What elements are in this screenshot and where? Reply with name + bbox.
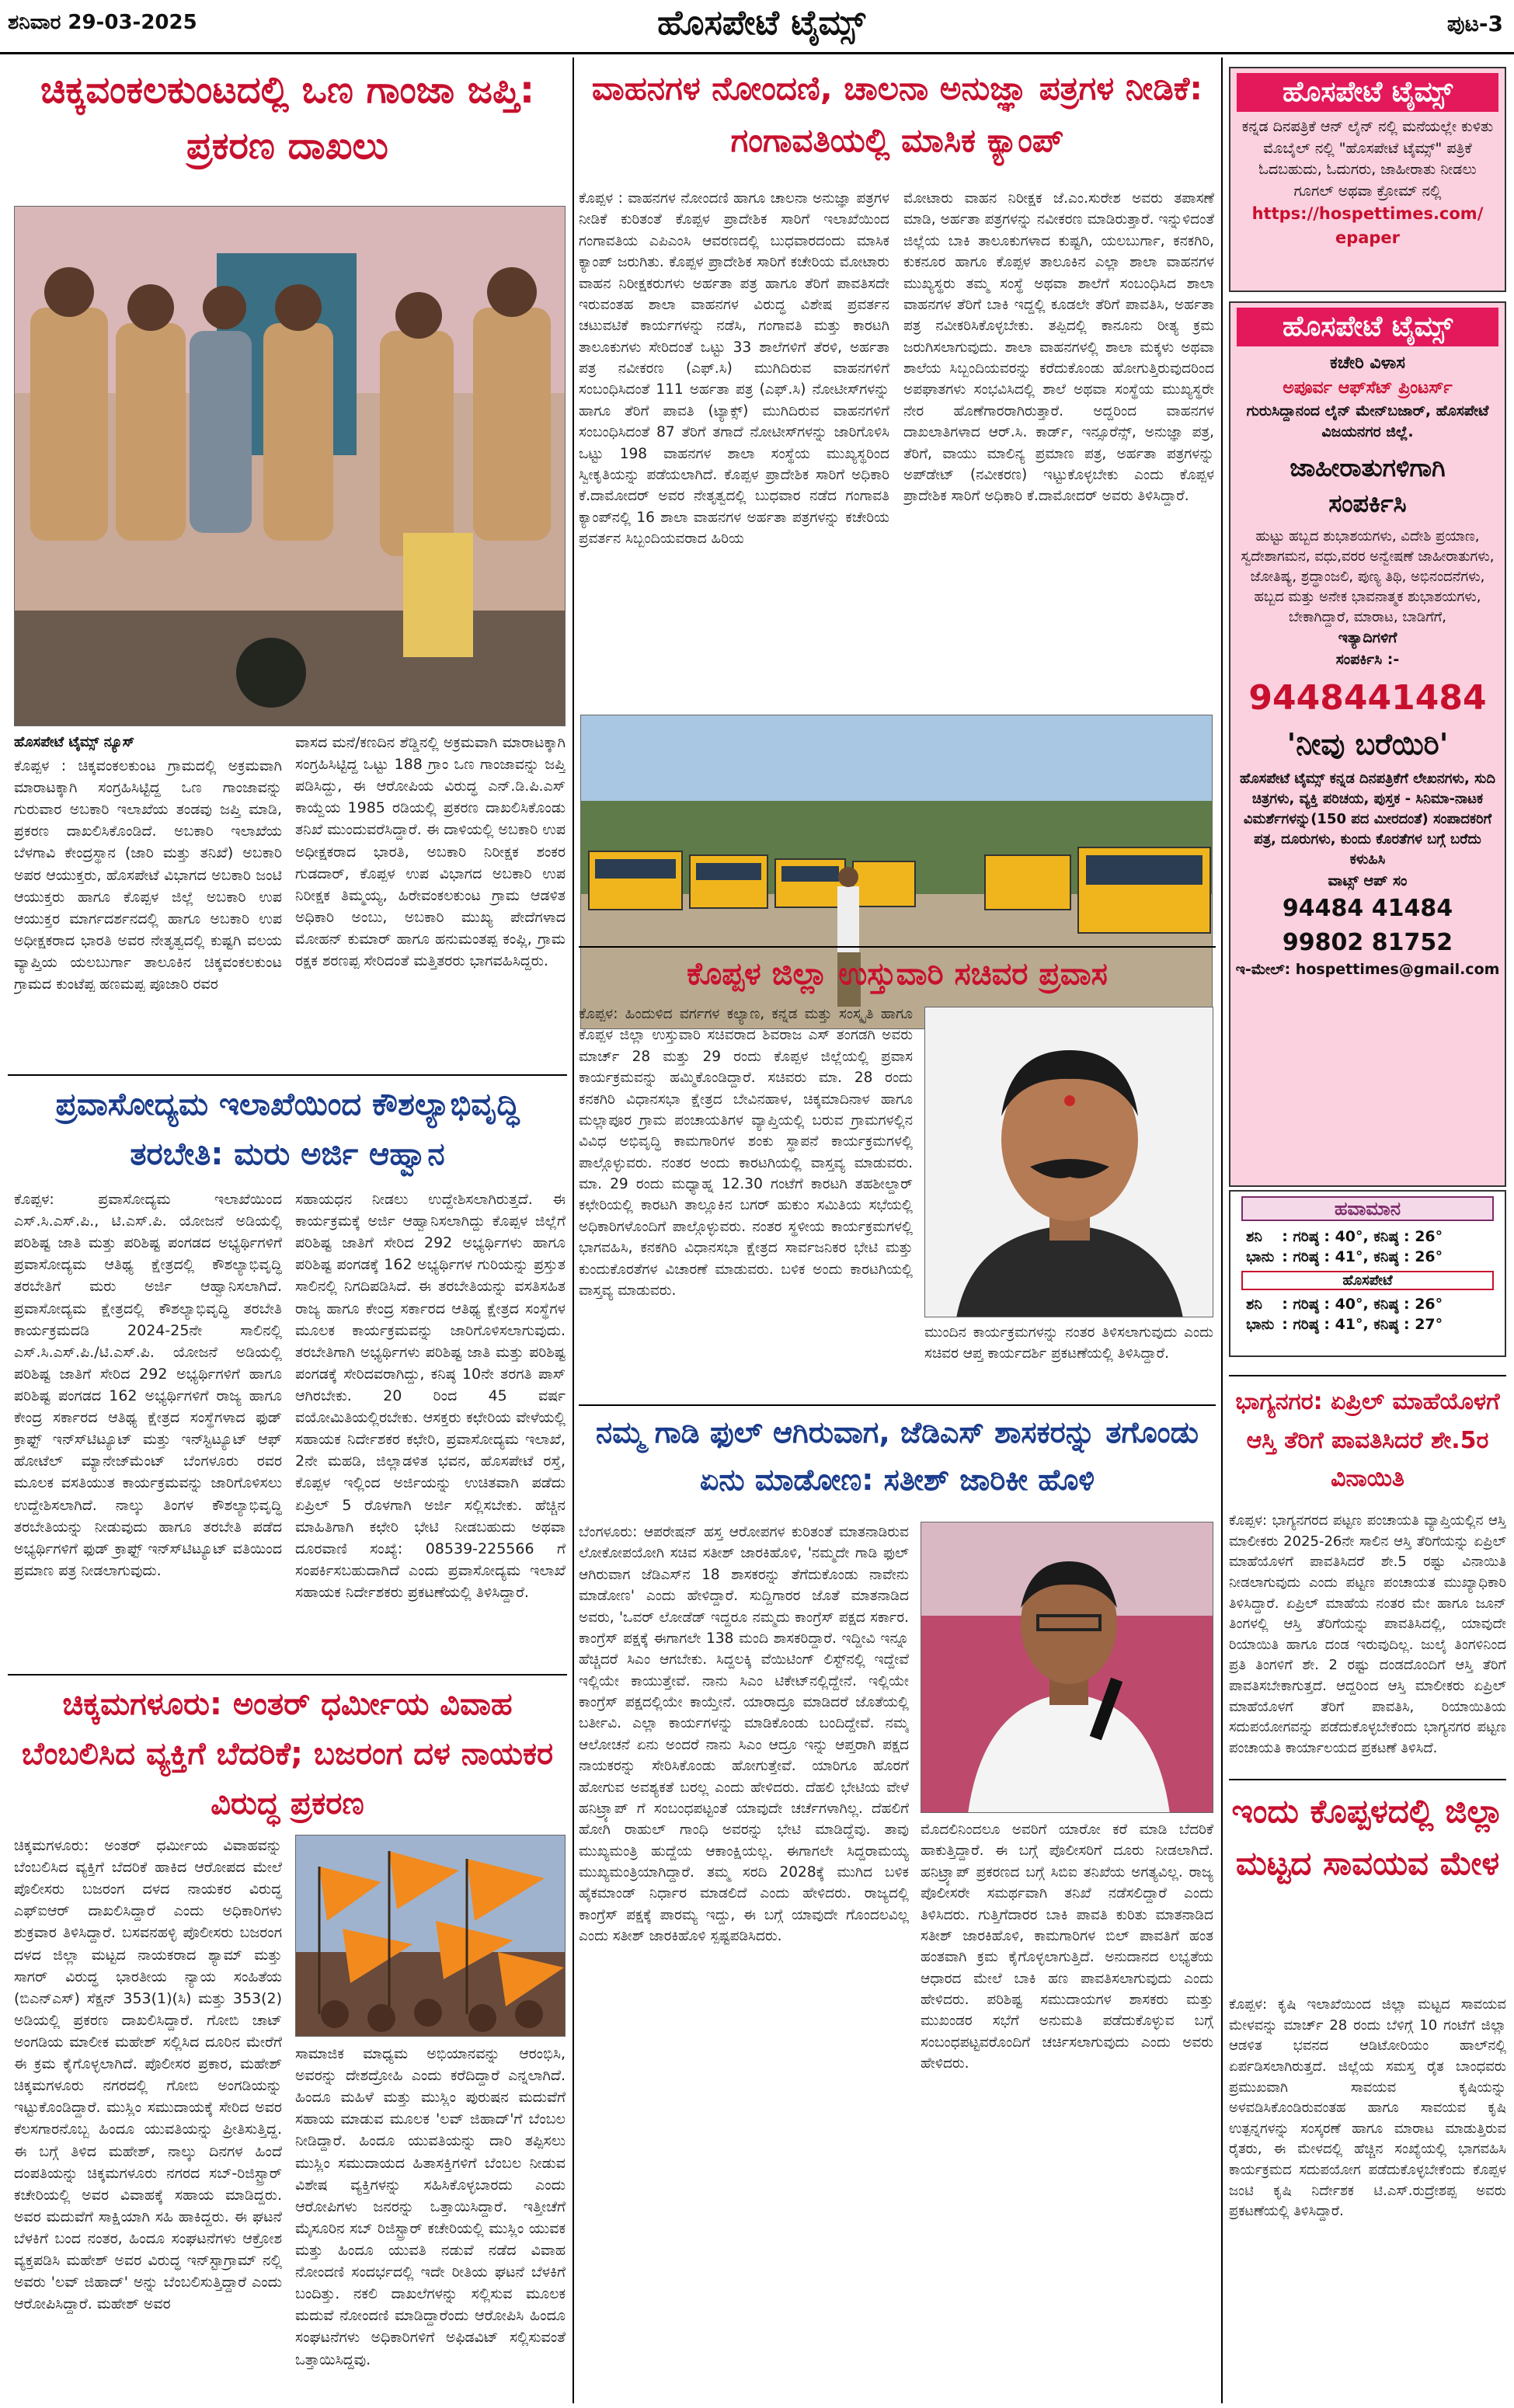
photo-saffron-flags: [295, 1835, 566, 2037]
article-body-right: ಮೊದಲಿನಿಂದಲೂ ಅವರಿಗೆ ಯಾರೋ ಕರೆ ಮಾಡಿ ಬೆದರಿಕೆ ಹಾಕುತ್ತಿದ್ದಾರೆ. ಈ ಬಗ್ಗೆ ಪೊಲೀಸರಿಗೆ ದೂರು ನೀಡಲಾಗಿದೆ. ಹನಿಟ್ರ್ಯಾಪ್ ಪ್ರಕರಣದ ಬಗ್ಗೆ ಸಿಬಿಐ ತನಿಖೆಯ ಅಗತ್ಯವಿಲ್ಲ. ರಾಜ್ಯ ಪೊಲೀಸರೇ ಸಮರ್ಥವಾಗಿ ತನಿಖೆ ನಡೆಸಲಿದ್ದಾರೆ ಎಂದು ತಿಳಿಸಿದರು. ಗುತ್ತಿಗೆದಾರರ ಬಾಕಿ ಪಾವತಿ ಕುರಿತು ಮಾತನಾಡಿದ ಸತೀಶ್ ಜಾರಕಿಹೊಳಿ, ಕಾಮಗಾರಿಗಳ ಬಿಲ್ ಪಾವತಿಗೆ ಹಂತ ಹಂತವಾಗಿ ಕ್ರಮ ಕೈಗೊಳ್ಳಲಾಗುತ್ತಿದೆ. ಅನುದಾನದ ಲಭ್ಯತೆಯ ಆಧಾರದ ಮೇಲೆ ಬಾಕಿ ಹಣ ಪಾವತಿಸಲಾಗುವುದು ಎಂದು ಹೇಳಿದರು. ಪರಿಶಿಷ್ಟ ಸಮುದಾಯಗಳ ಶಾಸಕರು ಮತ್ತು ಮುಖಂಡರ ಸಭೆಗೆ ಅನುಮತಿ ಪಡೆದುಕೊಳ್ಳುವ ಬಗ್ಗೆ ಸಂಬಂಧಪಟ್ಟವರೊಂದಿಗೆ ಚರ್ಚಿಸಲಾಗುವುದು ಎಂದು ಅವರು ಹೇಳಿದರು.: [921, 1822, 1213, 2072]
issue-date: ಶನಿವಾರ 29-03-2025: [8, 11, 197, 34]
headline: ಚಿಕ್ಕಮಗಳೂರು: ಅಂತರ್ ಧರ್ಮೀಯ ವಿವಾಹ ಬೆಂಬಲಿಸಿದ ವ್ಯಕ್ತಿಗೆ ಬೆದರಿಕೆ; ಬಜರಂಗ ದಳ ನಾಯಕರ ವಿರುದ್ಧ ಪ್ರಕರಣ: [21, 1686, 554, 1822]
byline: ಹೊಸಪೇಟೆ ಟೈಮ್ಸ್ ನ್ಯೂಸ್: [14, 734, 135, 750]
contact-heading: ಸಂಪರ್ಕಿಸಿ: [1328, 489, 1407, 519]
weather-table: ಶನಿ : ಗರಿಷ್ಠ : 40°, ಕನಿಷ್ಠ : 26° ಭಾನು : ಗರಿಷ್ಠ : 41°, ಕನಿಷ್ಠ : 26°: [1246, 1228, 1443, 1265]
headline: ಇಂದು ಕೊಪ್ಪಳದಲ್ಲಿ ಜಿಲ್ಲಾ ಮಟ್ಟದ ಸಾವಯವ ಮೇಳ: [1231, 1792, 1504, 1883]
photo-minister: [924, 1007, 1213, 1317]
weather-box: [1229, 1190, 1506, 1357]
ads-heading: ಜಾಹೀರಾತುಗಳಿಗಾಗಿ: [1290, 452, 1446, 482]
article-organic-fair: [1229, 1785, 1506, 2403]
column-divider: [1221, 57, 1223, 2403]
divider: [1229, 1375, 1506, 1376]
office-label: ಕಚೇರಿ ವಿಳಾಸ: [1329, 353, 1405, 373]
ad-text: ಕನ್ನಡ ದಿನಪತ್ರಿಕೆ ಆನ್ ಲೈನ್ ನಲ್ಲಿ ಮನೆಯಲ್ಲೇ ಕುಳಿತು ಮೊಬೈಲ್ ನಲ್ಲಿ "ಹೊಸಪೇಟೆ ಟೈಮ್ಸ್" ಪತ್ರಿಕೆ ಓದಬಹುದು, ಓದುಗರು, ಜಾಹೀರಾತು ನೀಡಲು ಗೂಗಲ್ ಅಥವಾ ಕ್ರೋಮ್ ನಲ್ಲಿ: [1241, 118, 1494, 200]
article-body-right: ಮೋಟಾರು ವಾಹನ ನಿರೀಕ್ಷಕ ಜೆ.ಎಂ.ಸುರೇಶ ಅವರು ತಪಾಸಣೆ ಮಾಡಿ, ಅರ್ಹತಾ ಪತ್ರಗಳನ್ನು ನವೀಕರಣ ಮಾಡಿರುತ್ತಾರೆ. ಇನ್ನುಳಿದಂತೆ ಜಿಲ್ಲೆಯ ಬಾಕಿ ತಾಲೂಕುಗಳಾದ ಕುಷ್ಟಗಿ, ಯಲಬುರ್ಗಾ, ಕನಕಗಿರಿ, ಕುಕನೂರ ಹಾಗೂ ಕೊಪ್ಪಳ ತಾಲೂಕಿನ ಎಲ್ಲಾ ಶಾಲಾ ವಾಹನಗಳ ಮುಖ್ಯಸ್ಥರು ತಮ್ಮ ಸಂಸ್ಥೆ ಅಥವಾ ಶಾಲೆಗೆ ಸಂಬಂಧಿಸಿದ ಶಾಲಾ ವಾಹನಗಳ ತೆರಿಗೆ ಬಾಕಿ ಇದ್ದಲ್ಲಿ ಕೂಡಲೇ ತೆರಿಗೆ ಪಾವತಿಸಿ, ಅರ್ಹತಾ ಪತ್ರ ನವೀಕರಿಸಿಕೊಳ್ಳಬೇಕು. ತಪ್ಪಿದಲ್ಲಿ ಕಾನೂನು ರೀತ್ಯ ಕ್ರಮ ಜರುಗಿಸಲಾಗುವುದು. ಶಾಲಾ ವಾಹನಗಳಲ್ಲಿ ಶಾಲಾ ಮಕ್ಕಳು ಅಥವಾ ಶಾಲೆಯ ಸಿಬ್ಬಂದಿಯವರನ್ನು ಕರೆದುಕೊಂಡು ಹೋಗುತ್ತಿರುವುದರಿಂದ ಅಪಘಾತಗಳು ಸಂಭವಿಸಿದಲ್ಲಿ ಶಾಲೆ ಅಥವಾ ಸಂಸ್ಥೆಯ ಮುಖ್ಯಸ್ಥರೇ ನೇರ ಹೊಣೆಗಾರರಾಗಿರುತ್ತಾರೆ. ಅದ್ದರಿಂದ ವಾಹನಗಳ ದಾಖಲಾತಿಗಳಾದ ಆರ್.ಸಿ. ಕಾರ್ಡ್, ಇನ್ಸೂರೆನ್ಸ್, ಅನುಜ್ಞಾ ಪತ್ರ, ತೆರಿಗೆ, ವಾಯು ಮಾಲಿನ್ಯ ಪ್ರಮಾಣ ಪತ್ರ, ಅರ್ಹತಾ ಪತ್ರಗಳನ್ನು ಅಪ್‍ಡೇಟ್ (ನವೀಕರಣ) ಇಟ್ಟುಕೊಳ್ಳಬೇಕು ಎಂದು ಕೊಪ್ಪಳ ಪ್ರಾದೇಶಿಕ ಸಾರಿಗೆ ಅಧಿಕಾರಿ ಕೆ.ದಾಮೋದರ್ ಅವರು ತಿಳಿಸಿದ್ದಾರೆ.: [903, 190, 1214, 505]
article-tail: ಮುಂದಿನ ಕಾರ್ಯಕ್ರಮಗಳನ್ನು ನಂತರ ತಿಳಿಸಲಾಗುವುದು ಎಂದು ಸಚಿವರ ಆಪ್ತ ಕಾರ್ಯದರ್ಶಿ ಪ್ರಕಟಣೆಯಲ್ಲಿ ತಿಳಿಸಿದ್ದಾರೆ.: [924, 1324, 1213, 1362]
photo-officers: [14, 206, 566, 726]
phone-2[interactable]: 99802 81752: [1282, 928, 1453, 956]
printer-name: ಅಪೂರ್ವ ಆಫ್‌ಸೆಟ್ ಪ್ರಿಂಟರ್ಸ್: [1283, 378, 1453, 398]
masthead: [0, 0, 1514, 54]
divider: [8, 1674, 567, 1676]
ad-online-epaper: [1229, 67, 1506, 292]
ad-categories: ಹುಟ್ಟು ಹಬ್ಬದ ಶುಭಾಶಯಗಳು, ವಿದೇಶಿ ಪ್ರಯಾಣ, ಸ್ವದೇಶಾಗಮನ, ವಧು,ವರರ ಅನ್ವೇಷಣೆ ಜಾಹೀರಾತುಗಳು, ಜೋತಿಷ್ಯ, ಶ್ರದ್ಧಾಂಜಲಿ, ಪುಣ್ಯ ತಿಥಿ, ಅಭಿನಂದನೆಗಳು, ಹಬ್ಬದ ಮತ್ತು ಅನೇಕ ಭಾವನಾತ್ಮಕ ಶುಭಾಶಯಗಳು, ಬೇಕಾಗಿದ್ದಾರೆ, ಮಾರಾಟ, ಬಾಡಿಗೆಗೆ,: [1241, 527, 1495, 626]
newspaper-title: ಹೊಸಪೇಟೆ ಟೈಮ್ಸ್: [657, 3, 865, 43]
ad-contact-label: ಸಂಪರ್ಕಿಸಿ :-: [1335, 650, 1400, 668]
article-property-tax: [1229, 1383, 1506, 1771]
slogan: 'ನೀವು ಬರೆಯಿರಿ': [1286, 727, 1449, 762]
weather-table-city: ಶನಿ : ಗರಿಷ್ಠ : 40°, ಕನಿಷ್ಠ : 26° ಭಾನು : ಗರಿಷ್ಠ : 41°, ಕನಿಷ್ಠ : 27°: [1246, 1296, 1443, 1333]
phone-number-large[interactable]: 9448441484: [1248, 678, 1487, 719]
ad-title: ಹೊಸಪೇಟೆ ಟೈಮ್ಸ್: [1237, 73, 1498, 112]
headline: ಭಾಗ್ಯನಗರ: ಏಪ್ರಿಲ್ ಮಾಹೆಯೊಳಗೆ ಆಸ್ತಿ ತೆರಿಗೆ ಪಾವತಿಸಿದರೆ ಶೇ.5ರ ವಿನಾಯಿತಿ: [1235, 1388, 1500, 1492]
headline: ಚಿಕ್ಕವಂಕಲಕುಂಟದಲ್ಲಿ ಒಣ ಗಾಂಜಾ ಜಪ್ತಿ: ಪ್ರಕರಣ ದಾಖಲು: [40, 68, 535, 168]
headline: ವಾಹನಗಳ ನೋಂದಣಿ, ಚಾಲನಾ ಅನುಜ್ಞಾ ಪತ್ರಗಳ ನೀಡಿಕೆ: ಗಂಗಾವತಿಯಲ್ಲಿ ಮಾಸಿಕ ಕ್ಯಾಂಪ್: [591, 69, 1203, 160]
article-body-left: ಚಿಕ್ಕಮಗಳೂರು: ಅಂತರ್ ಧರ್ಮೀಯ ವಿವಾಹವನ್ನು ಬೆಂಬಲಿಸಿದ ವ್ಯಕ್ತಿಗೆ ಬೆದರಿಕೆ ಹಾಕಿದ ಆರೋಪದ ಮೇಲೆ ಪೊಲೀಸರು ಬಜರಂಗ ದಳದ ನಾಯಕರ ವಿರುದ್ಧ ಎಫ್‌ಐಆರ್ ದಾಖಲಿಸಿದ್ದಾರೆ ಎಂದು ಅಧಿಕಾರಿಗಳು ಶುಕ್ರವಾರ ತಿಳಿಸಿದ್ದಾರೆ. ಬಸವನಹಳ್ಳಿ ಪೊಲೀಸರು ಬಜರಂಗ ದಳದ ಜಿಲ್ಲಾ ಮಟ್ಟದ ನಾಯಕರಾದ ಶ್ಯಾಮ್ ಮತ್ತು ಸಾಗರ್ ವಿರುದ್ಧ ಭಾರತೀಯ ನ್ಯಾಯ ಸಂಹಿತೆಯ (ಬಿಎನ್‌ಎಸ್) ಸೆಕ್ಷನ್ 353(1)(ಸಿ) ಮತ್ತು 353(2) ಅಡಿಯಲ್ಲಿ ಪ್ರಕರಣ ದಾಖಲಿಸಿದ್ದಾರೆ. ಗೋಬಿ ಚಾಟ್ ಅಂಗಡಿಯ ಮಾಲೀಕ ಮಹೇಶ್ ಸಲ್ಲಿಸಿದ ದೂರಿನ ಮೇರೆಗೆ ಈ ಕ್ರಮ ಕೈಗೊಳ್ಳಲಾಗಿದೆ. ಪೊಲೀಸರ ಪ್ರಕಾರ, ಮಹೇಶ್ ಚಿಕ್ಕಮಗಳೂರು ನಗರದಲ್ಲಿ ಗೋಬಿ ಅಂಗಡಿಯನ್ನು ಇಟ್ಟುಕೊಂಡಿದ್ದಾರೆ. ಮುಸ್ಲಿಂ ಸಮುದಾಯಕ್ಕೆ ಸೇರಿದ ಅವರ ಕೆಲಸಗಾರನೊಬ್ಬ ಹಿಂದೂ ಯುವತಿಯನ್ನು ಪ್ರೀತಿಸುತ್ತಿದ್ದ. ಈ ಬಗ್ಗೆ ತಿಳಿದ ಮಹೇಶ್, ನಾಲ್ಕು ದಿನಗಳ ಹಿಂದೆ ದಂಪತಿಯನ್ನು ಚಿಕ್ಕಮಗಳೂರು ನಗರದ ಸಬ್-ರಿಜಿಸ್ಟ್ರಾರ್ ಕಚೇರಿಯಲ್ಲಿ ಅವರ ವಿವಾಹಕ್ಕೆ ಸಹಾಯ ಮಾಡಿದ್ದರು. ಅವರ ಮದುವೆಗೆ ಸಾಕ್ಷಿಯಾಗಿ ಸಹಿ ಹಾಕಿದ್ದರು. ಈ ಘಟನೆ ಬೆಳಕಿಗೆ ಬಂದ ನಂತರ, ಹಿಂದೂ ಸಂಘಟನೆಗಳು ಆಕ್ರೋಶ ವ್ಯಕ್ತಪಡಿಸಿ ಮಹೇಶ್ ಅವರ ವಿರುದ್ಧ ಇನ್‌ಸ್ಟಾಗ್ರಾಮ್ ನಲ್ಲಿ ಅವರು 'ಲವ್ ಜಿಹಾದ್' ಅನ್ನು ಬೆಂಬಲಿಸುತ್ತಿದ್ದಾರೆ ಎಂದು ಆರೋಪಿಸಿದ್ದಾರೆ. ಮಹೇಶ್ ಅವರ: [14, 1837, 282, 2313]
weather-city: ಹೊಸಪೇಟೆ: [1241, 1271, 1494, 1290]
divider: [8, 1074, 567, 1076]
ad-more: ಇತ್ಯಾದಿಗಳಿಗೆ: [1338, 629, 1397, 647]
ad-title: ಹೊಸಪೇಟೆ ಟೈಮ್ಸ್: [1237, 308, 1498, 346]
epaper-link[interactable]: epaper: [1335, 228, 1401, 247]
article-body-left: ಕೊಪ್ಪಳ : ಚಿಕ್ಕವಂಕಲಕುಂಟ ಗ್ರಾಮದಲ್ಲಿ ಅಕ್ರಮವಾಗಿ ಮಾರಾಟಕ್ಕಾಗಿ ಸಂಗ್ರಹಿಸಿಟ್ಟಿದ್ದ ಒಣ ಗಾಂಜಾವನ್ನು ಗುರುವಾರ ಅಬಕಾರಿ ಇಲಾಖೆಯ ತಂಡವು ಜಪ್ತಿ ಮಾಡಿ, ಪ್ರಕರಣ ದಾಖಲಿಸಿಕೊಂಡಿದೆ. ಅಬಕಾರಿ ಇಲಾಖೆಯ ಬೆಳಗಾವಿ ಕೇಂದ್ರಸ್ಥಾನ (ಜಾರಿ ಮತ್ತು ತನಿಖೆ) ಅಬಕಾರಿ ಅಪರ ಆಯುಕ್ತರು, ಹೊಸಪೇಟೆ ವಿಭಾಗದ ಅಬಕಾರಿ ಜಂಟಿ ಆಯುಕ್ತರು ಹಾಗೂ ಕೊಪ್ಪಳ ಜಿಲ್ಲೆ ಅಬಕಾರಿ ಉಪ ಆಯುಕ್ತರ ಮಾರ್ಗದರ್ಶನದಲ್ಲಿ ಹಾಗೂ ಅಬಕಾರಿ ಉಪ ಅಧೀಕ್ಷಕರಾದ ಭಾರತಿ ಅವರ ನೇತೃತ್ವದಲ್ಲಿ ಕುಷ್ಟಗಿ ವಲಯ ವ್ಯಾಪ್ತಿಯ ಯಲಬುರ್ಗಾ ತಾಲೂಕಿನ ಚಿಕ್ಕವಂಕಲಕುಂಟ ಗ್ರಾಮದ ಕುಂಟೆಪ್ಪ ಹಣಮಪ್ಪ ಪೂಜಾರಿ ರವರ: [14, 757, 282, 993]
article-vehicle-camp: [579, 62, 1216, 932]
article-body-right: ಸಾಮಾಜಿಕ ಮಾಧ್ಯಮ ಅಭಿಯಾನವನ್ನು ಆರಂಭಿಸಿ, ಅವರನ್ನು ದೇಶದ್ರೋಹಿ ಎಂದು ಕರೆದಿದ್ದಾರೆ ಎನ್ನಲಾಗಿದೆ. ಹಿಂದೂ ಮಹಿಳೆ ಮತ್ತು ಮುಸ್ಲಿಂ ಪುರುಷನ ಮದುವೆಗೆ ಸಹಾಯ ಮಾಡುವ ಮೂಲಕ 'ಲವ್ ಜಿಹಾದ್'ಗೆ ಬೆಂಬಲ ನೀಡಿದ್ದಾರೆ. ಹಿಂದೂ ಯುವತಿಯನ್ನು ದಾರಿ ತಪ್ಪಿಸಲು ಮುಸ್ಲಿಂ ಸಮುದಾಯದ ಹಿತಾಸಕ್ತಿಗಳಿಗೆ ಬೆಂಬಲ ನೀಡುವ ವಿಶೇಷ ವ್ಯಕ್ತಿಗಳನ್ನು ಸಹಿಸಿಕೊಳ್ಳಬಾರದು ಎಂದು ಆರೋಪಿಗಳು ಜನರನ್ನು ಒತ್ತಾಯಿಸಿದ್ದಾರೆ. ಇತ್ತೀಚೆಗೆ ಮೈಸೂರಿನ ಸಬ್ ರಿಜಿಸ್ಟ್ರಾರ್ ಕಚೇರಿಯಲ್ಲಿ ಮುಸ್ಲಿಂ ಯುವಕ ಮತ್ತು ಹಿಂದೂ ಯುವತಿ ನಡುವೆ ನಡೆದ ವಿವಾಹ ನೋಂದಣಿ ಸಂದರ್ಭದಲ್ಲಿ ಇದೇ ರೀತಿಯ ಘಟನೆ ಬೆಳಕಿಗೆ ಬಂದಿತ್ತು. ನಕಲಿ ದಾಖಲೆಗಳನ್ನು ಸಲ್ಲಿಸುವ ಮೂಲಕ ಮದುವೆ ನೋಂದಣಿ ಮಾಡಿದ್ದಾರೆಂದು ಆರೋಪಿಸಿ ಹಿಂದೂ ಸಂಘಟನೆಗಳು ಅಧಿಕಾರಿಗಳಿಗೆ ಅಫಿಡವಿಟ್ ಸಲ್ಲಿಸುವಂತೆ ಒತ್ತಾಯಿಸಿದ್ದವು.: [295, 2045, 566, 2368]
ad-office-contact: [1229, 301, 1506, 1187]
headline: ನಮ್ಮ ಗಾಡಿ ಫುಲ್ ಆಗಿರುವಾಗ, ಜೆಡಿಎಸ್ ಶಾಸಕರನ್ನು ತಗೊಂಡು ಏನು ಮಾಡೋಣ: ಸತೀಶ್ ಜಾರಿಕೀ ಹೊಳಿ: [596, 1415, 1199, 1497]
article-satish-jarkiholi: [579, 1409, 1216, 2403]
invitation-text: ಹೊಸಪೇಟೆ ಟೈಮ್ಸ್ ಕನ್ನಡ ದಿನಪತ್ರಿಕೆಗೆ ಲೇಖನಗಳು, ಸುದಿ ಚಿತ್ರಗಳು, ವ್ಯಕ್ತಿ ಪರಿಚಯ, ಪುಸ್ತಕ - ಸಿನಿಮಾ-ನಾಟಕ ವಿಮರ್ಶೆಗಳನ್ನು(150 ಪದ ಮೀರದಂತೆ) ಸಂಪಾದಕರಿಗೆ ಪತ್ರ, ದೂರುಗಳು, ಕುಂದು ಕೊರತೆಗಳ ಬಗ್ಗೆ ಬರೆದು ಕಳುಹಿಸಿ: [1240, 771, 1495, 868]
phone-1[interactable]: 94484 41484: [1282, 895, 1453, 923]
article-body-right: ವಾಸದ ಮನೆ/ಕಣದಿನ ಶೆಡ್ಡಿನಲ್ಲಿ ಅಕ್ರಮವಾಗಿ ಮಾರಾಟಕ್ಕಾಗಿ ಸಂಗ್ರಹಿಸಿಟ್ಟಿದ್ದ ಒಟ್ಟು 188 ಗ್ರಾಂ ಒಣ ಗಾಂಜಾವನ್ನು ಜಪ್ತಿ ಪಡಿಸಿದ್ದು, ಈ ಆರೋಪಿಯ ವಿರುದ್ಧ ಎನ್.ಡಿ.ಪಿ.ಎಸ್ ಕಾಯ್ದೆಯ 1985 ರಡಿಯಲ್ಲಿ ಪ್ರಕರಣ ದಾಖಲಿಸಿಕೊಂಡು ತನಿಖೆ ಮುಂದುವರೆಸಿದ್ದಾರೆ. ಈ ದಾಳಿಯಲ್ಲಿ ಅಬಕಾರಿ ಉಪ ಅಧೀಕ್ಷಕರಾದ ಭಾರತಿ, ಅಬಕಾರಿ ನಿರೀಕ್ಷಕ ಶಂಕರ ಗುಡದಾರ್, ಕೊಪ್ಪಳ ಉಪ ವಿಭಾಗದ ಅಬಕಾರಿ ಉಪ ನಿರೀಕ್ಷಕ ತಿಮ್ಮಯ್ಯ, ಹಿರೇವಂಕಲಕುಂಟ ಗ್ರಾಮ ಆಡಳಿತ ಅಧಿಕಾರಿ ಅಂಬು, ಅಬಕಾರಿ ಮುಖ್ಯ ಪೇದೆಗಳಾದ ಮೋಹನ್ ಕುಮಾರ್ ಹಾಗೂ ಹನುಮಂತಪ್ಪ ಕಂಪ್ಲಿ, ಗ್ರಾಮ ರಕ್ಷಕ ಶರಣಪ್ಪ ಸೇರಿದಂತೆ ಮತ್ತಿತರರು ಭಾಗವಹಿಸಿದ್ದರು.: [295, 734, 566, 970]
divider: [579, 1404, 1216, 1406]
headline: ಕೊಪ್ಪಳ ಜಿಲ್ಲಾ ಉಸ್ತುವಾರಿ ಸಚಿವರ ಪ್ರವಾಸ: [687, 956, 1108, 992]
divider: [1229, 1779, 1506, 1780]
photo-satish-jarkiholi: [921, 1522, 1213, 1813]
weather-title: ಹವಾಮಾನ: [1241, 1196, 1494, 1221]
article-ganja-seizure: [8, 62, 567, 1072]
article-body: ಕೊಪ್ಪಳ: ಭಾಗ್ಯನಗರದ ಪಟ್ಟಣ ಪಂಚಾಯತಿ ವ್ಯಾಪ್ತಿಯಲ್ಲಿನ ಆಸ್ತಿ ಮಾಲೀಕರು 2025-26ನೇ ಸಾಲಿನ ಆಸ್ತಿ ತೆರಿಗೆಯನ್ನು ಏಪ್ರಿಲ್ ಮಾಹೆಯೊಳಗೆ ಪಾವತಿಸಿದರೆ ಶೇ.5 ರಷ್ಟು ವಿನಾಯಿತಿ ನೀಡಲಾಗುವುದು ಎಂದು ಪಟ್ಟಣ ಪಂಚಾಯತ ಮುಖ್ಯಾಧಿಕಾರಿ ತಿಳಿಸಿದ್ದಾರೆ. ಏಪ್ರಿಲ್ ಮಾಹೆಯ ನಂತರ ಮೇ ಹಾಗೂ ಜೂನ್ ತಿಂಗಳಲ್ಲಿ ಆಸ್ತಿ ತೆರಿಗೆಯನ್ನು ಪಾವತಿಸಿದಲ್ಲಿ, ಯಾವುದೇ ರಿಯಾಯಿತಿ ಹಾಗೂ ದಂಡ ಇರುವುದಿಲ್ಲ. ಜುಲೈ ತಿಂಗಳಿನಿಂದ ಪ್ರತಿ ತಿಂಗಳಿಗೆ ಶೇ. 2 ರಷ್ಟು ದಂಡದೊಂದಿಗೆ ಆಸ್ತಿ ತೆರಿಗೆ ಪಾವತಿಸಬೇಕಾಗುತ್ತದೆ. ಆದ್ದರಿಂದ ಆಸ್ತಿ ಮಾಲೀಕರು ಏಪ್ರಿಲ್ ಮಾಹೆಯೊಳಗೆ ತೆರಿಗೆ ಪಾವತಿಸಿ, ರಿಯಾಯಿತಿಯ ಸದುಪಯೋಗವನ್ನು ಪಡೆದುಕೊಳ್ಳಬೇಕೆಂದು ಭಾಗ್ಯನಗರ ಪಟ್ಟಣ ಪಂಚಾಯತಿ ಕಾರ್ಯಾಲಯದ ಪ್ರಕಟಣೆ ತಿಳಿಸಿದೆ.: [1229, 1512, 1506, 1756]
email[interactable]: ಇ-ಮೇಲ್: hospettimes@gmail.com: [1235, 961, 1500, 979]
headline: ಪ್ರವಾಸೋದ್ಯಮ ಇಲಾಖೆಯಿಂದ ಕೌಶಲ್ಯಾಭಿವೃದ್ಧಿ ತರಬೇತಿ: ಮರು ಅರ್ಜಿ ಆಹ್ವಾನ: [55, 1087, 520, 1172]
website-link[interactable]: https://hospettimes.com/: [1251, 204, 1484, 224]
article-body: ಬೆಂಗಳೂರು: ಆಪರೇಷನ್ ಹಸ್ತ ಆರೋಪಗಳ ಕುರಿತಂತೆ ಮಾತನಾಡಿರುವ ಲೋಕೋಪಯೋಗಿ ಸಚಿವ ಸತೀಶ್ ಜಾರಕಿಹೊಳಿ, 'ನಮ್ಮದೇ ಗಾಡಿ ಫುಲ್ ಆಗಿರುವಾಗ ಜೆಡಿಎಸ್‌ನ 18 ಶಾಸಕರನ್ನು ತೆಗೆದುಕೊಂಡು ನಾವೇನು ಮಾಡೋಣ' ಎಂದು ಹೇಳಿದ್ದಾರೆ. ಸುದ್ದಿಗಾರರ ಜೊತೆ ಮಾತನಾಡಿದ ಅವರು, 'ಒವರ್ ಲೋಡೆಡ್ ಇದ್ದರೂ ನಮ್ಮದು ಕಾಂಗ್ರೆಸ್ ಪಕ್ಷದ ಸರ್ಕಾರ. ಕಾಂಗ್ರೆಸ್ ಪಕ್ಷಕ್ಕೆ ಈಗಾಗಲೇ 138 ಮಂದಿ ಶಾಸಕರಿದ್ದಾರೆ. ಇದ್ದೀವಿ ಇನ್ನೂ ಹೆಚ್ಚಿದರೆ ಸಿಎಂ ಆಗಬೇಕು. ಸಿದ್ದಲಕ್ಕಿ ವೆಯಿಟಿಂಗ್ ಲಿಸ್ಟ್‌ನಲ್ಲಿ ಇದ್ದೇವೆ ಇಲ್ಲಿಯೇ ಕಾಯುತ್ತೇವೆ. ನಾನು ಸಿಎಂ ಟಿಕೇಟ್‌ನಲ್ಲಿದ್ದೇನೆ. ಇಲ್ಲಿಯೇ ಕಾಂಗ್ರೆಸ್ ಪಕ್ಷದಲ್ಲಿಯೇ ಕಾಯ್ತೇನೆ. ಯಾರಾದ್ರೂ ಮಾಡಿದರೆ ಜೊತೆಯಲ್ಲಿ ಬರ್ತೀವಿ. ಎಲ್ಲಾ ಕಾರ್ಯಗಳನ್ನು ಮಾಡಿಕೊಂಡು ಬಂದಿದ್ದೇವೆ. ನಮ್ಮ ಆಲೋಚನೆ ಏನು ಅಂದರೆ ನಾನು ಸಿಎಂ ಆದ್ರೂ ಇನ್ನು ಆಪ್ತರಾಗಿ ಪಕ್ಷದ ನಾಯಕರನ್ನು ಸೇರಿಸಿಕೊಂಡು ಹೋಗುತ್ತೇವೆ. ಯಾರಿಗೂ ಹೊರಗೆ ಹೋಗುವ ಅವಶ್ಯಕತೆ ಬರಲ್ಲ ಎಂದು ಹೇಳಿದರು. ದೆಹಲಿ ಭೇಟಿಯ ವೇಳೆ ಹನಿಟ್ರ್ಯಾಪ್ ಗೆ ಸಂಬಂಧಪಟ್ಟಂತೆ ಯಾವುದೇ ಚರ್ಚೆಗಳಾಗಿಲ್ಲ. ದೆಹಲಿಗೆ ಹೋಗಿ ರಾಹುಲ್ ಗಾಂಧಿ ಅವರನ್ನು ಭೇಟಿ ಮಾಡಿದ್ದೆವು. ತಾವು ಮುಖ್ಯಮಂತ್ರಿ ಹುದ್ದೆಯ ಆಕಾಂಕ್ಷಿಯಲ್ಲ. ಈಗಾಗಲೇ ಸಿದ್ದರಾಮಯ್ಯ ಮುಖ್ಯಮಂತ್ರಿಯಾಗಿದ್ದಾರೆ. ತಮ್ಮ ಸರದಿ 2028ಕ್ಕೆ ಮುಗಿದ ಬಳಿಕ ಹೈಕಮಾಂಡ್ ನಿರ್ಧಾರ ಮಾಡಲಿದೆ ಎಂದು ಹೇಳಿದರು. ರಾಜ್ಯದಲ್ಲಿ ಕಾಂಗ್ರೆಸ್ ಪಕ್ಷಕ್ಕೆ ಪಾರಮ್ಯ ಇದ್ದು, ಈ ಬಗ್ಗೆ ಯಾವುದೇ ಗೊಂದಲವಿಲ್ಲ ಎಂದು ಸತೀಶ್ ಜಾರಕಿಹೊಳಿ ಸ್ಪಷ್ಟಪಡಿಸಿದರು.: [579, 1524, 909, 1945]
article-minister-tour: [579, 951, 1216, 1401]
column-divider: [573, 57, 574, 2403]
article-body: ಕೊಪ್ಪಳ: ಕೃಷಿ ಇಲಾಖೆಯಿಂದ ಜಿಲ್ಲಾ ಮಟ್ಟದ ಸಾವಯವ ಮೇಳವನ್ನು ಮಾರ್ಚ್ 28 ರಂದು ಬೆಳಿಗ್ಗೆ 10 ಗಂಟೆಗೆ ಜಿಲ್ಲಾ ಆಡಳಿತ ಭವನದ ಆಡಿಟೋರಿಯಂ ಹಾಲ್‌ನಲ್ಲಿ ಏರ್ಪಡಿಸಲಾಗಿರುತ್ತದೆ. ಜಿಲ್ಲೆಯ ಸಮಸ್ತ ರೈತ ಬಾಂಧವರು ಪ್ರಮುಖವಾಗಿ ಸಾವಯವ ಕೃಷಿಯನ್ನು ಅಳವಡಿಸಿಕೊಂಡಿರುವಂತಹ ಹಾಗೂ ಸಾವಯವ ಕೃಷಿ ಉತ್ಪನ್ನಗಳನ್ನು ಸಂಸ್ಕರಣೆ ಹಾಗೂ ಮಾರಾಟ ಮಾಡುತ್ತಿರುವ ರೈತರು, ಈ ಮೇಳದಲ್ಲಿ ಹೆಚ್ಚಿನ ಸಂಖ್ಯೆಯಲ್ಲಿ ಭಾಗವಹಿಸಿ ಕಾರ್ಯಕ್ರಮದ ಸದುಪಯೋಗ ಪಡೆದುಕೊಳ್ಳಬೇಕೆಂದು ಕೊಪ್ಪಳ ಜಂಟಿ ಕೃಷಿ ನಿರ್ದೇಶಕ ಟಿ.ಎಸ್.ರುದ್ರೇಶಪ್ಪ ಅವರು ಪ್ರಕಟಣೆಯಲ್ಲಿ ತಿಳಿಸಿದ್ದಾರೆ.: [1229, 1996, 1506, 2220]
article-body-left: ಕೊಪ್ಪಳ: ಪ್ರವಾಸೋದ್ಯಮ ಇಲಾಖೆಯಿಂದ ಎಸ್.ಸಿ.ಎಸ್.ಪಿ., ಟಿ.ಎಸ್.ಪಿ. ಯೋಜನೆ ಅಡಿಯಲ್ಲಿ ಪರಿಶಿಷ್ಟ ಜಾತಿ ಮತ್ತು ಪರಿಶಿಷ್ಟ ಪಂಗಡದ ಅಭ್ಯರ್ಥಿಗಳಿಗೆ ಪ್ರವಾಸೋದ್ಯಮ ಆತಿಥ್ಯ ಕ್ಷೇತ್ರದಲ್ಲಿ ಕೌಶಲ್ಯಾಭಿವೃದ್ಧಿ ತರಬೇತಿಗೆ ಮರು ಅರ್ಜಿ ಆಹ್ವಾನಿಸಲಾಗಿದೆ. ಪ್ರವಾಸೋದ್ಯಮ ಕ್ಷೇತ್ರದಲ್ಲಿ ಕೌಶಲ್ಯಾಭಿವೃದ್ಧಿ ತರಬೇತಿ ಕಾರ್ಯಕ್ರಮದಡಿ 2024-25ನೇ ಸಾಲಿನಲ್ಲಿ ಎಸ್.ಸಿ.ಎಸ್.ಪಿ./ಟಿ.ಎಸ್.ಪಿ. ಯೋಜನೆ ಅಡಿಯಲ್ಲಿ ಪರಿಶಿಷ್ಟ ಜಾತಿಗೆ ಸೇರಿದ 292 ಅಭ್ಯರ್ಥಿಗಳಿಗೆ ಹಾಗೂ ಪರಿಶಿಷ್ಟ ಪಂಗಡದ 162 ಅಭ್ಯರ್ಥಿಗಳಿಗೆ ರಾಜ್ಯ ಹಾಗೂ ಕೇಂದ್ರ ಸರ್ಕಾರದ ಆತಿಥ್ಯ ಕ್ಷೇತ್ರದ ಸಂಸ್ಥೆಗಳಾದ ಫುಡ್ ಕ್ರಾಫ್ಟ್ ಇನ್ಸ್‍ಟಿಟ್ಯೂಟ್ ಮತ್ತು ಇನ್‍ಸ್ಟಿಟ್ಯೂಟ್ ಆಫ್ ಹೋಟೆಲ್ ಮ್ಯಾನೇಜ್‍ಮೆಂಟ್ ಬೆಂಗಳೂರು ರವರ ಮೂಲಕ ವಸತಿಯುತ ಕಾರ್ಯಕ್ರಮವನ್ನು ಜಾರಿಗೊಳಿಸಲು ಉದ್ದೇಶಿಸಲಾಗಿದೆ. ನಾಲ್ಕು ತಿಂಗಳ ಕೌಶಲ್ಯಾಭಿವೃದ್ಧಿ ತರಬೇತಿಯನ್ನು ನೀಡುವುದು ಹಾಗೂ ತರಬೇತಿ ಪಡೆದ ಅಭ್ಯರ್ಥಿಗಳಿಗೆ ಫುಡ್ ಕ್ರಾಫ್ಟ್ ಇನ್ಸ್‍ಟಿಟ್ಯೂಟ್ ವತಿಯಿಂದ ಪ್ರಮಾಣ ಪತ್ರ ನೀಡಲಾಗುವುದು.: [14, 1191, 282, 1579]
whatsapp-label: ವಾಟ್ಸ್ ಆಪ್ ಸಂ: [1328, 872, 1408, 889]
page-number: ಪುಟ-3: [1446, 11, 1503, 37]
article-chikkamagaluru: [8, 1679, 567, 2402]
office-address: ಗುರುಸಿದ್ದಾನಂದ ಲೈನ್ ಮೇನ್‌ಬಜಾರ್, ಹೊಸಪೇಟೆ ವಿಜಯನಗರ ಜಿಲ್ಲೆ.: [1246, 402, 1489, 441]
divider: [579, 946, 1216, 948]
article-tourism-training: [8, 1080, 567, 1670]
article-body-right: ಸಹಾಯಧನ ನೀಡಲು ಉದ್ದೇಶಿಸಲಾಗಿರುತ್ತದೆ. ಈ ಕಾರ್ಯಕ್ರಮಕ್ಕೆ ಅರ್ಜಿ ಆಹ್ವಾನಿಸಲಾಗಿದ್ದು ಕೊಪ್ಪಳ ಜಿಲ್ಲೆಗೆ ಪರಿಶಿಷ್ಟ ಜಾತಿಗೆ ಸೇರಿದ 292 ಅಭ್ಯರ್ಥಿಗಳು ಹಾಗೂ ಪರಿಶಿಷ್ಟ ಪಂಗಡಕ್ಕೆ 162 ಅಭ್ಯರ್ಥಿಗಳ ಗುರಿಯನ್ನು ಪ್ರಸ್ತುತ ಸಾಲಿನಲ್ಲಿ ನಿಗದಿಪಡಿಸಿದೆ. ಈ ತರಬೇತಿಯನ್ನು ವಸತಿಸಹಿತ ರಾಜ್ಯ ಹಾಗೂ ಕೇಂದ್ರ ಸರ್ಕಾರದ ಆತಿಥ್ಯ ಕ್ಷೇತ್ರದ ಸಂಸ್ಥೆಗಳ ಮೂಲಕ ಕಾರ್ಯಕ್ರಮವನ್ನು ಜಾರಿಗೊಳಿಸಲಾಗುವುದು. ತರಬೇತಿಗಾಗಿ ಅಭ್ಯರ್ಥಿಗಳು ಪರಿಶಿಷ್ಟ ಜಾತಿ ಮತ್ತು ಪರಿಶಿಷ್ಟ ಪಂಗಡಕ್ಕೆ ಸೇರಿದವರಾಗಿದ್ದು, ಕನಿಷ್ಠ 10ನೇ ತರಗತಿ ಪಾಸ್ ಆಗಿರಬೇಕು. 20 ರಿಂದ 45 ವರ್ಷ ವಯೋಮಿತಿಯಲ್ಲಿರಬೇಕು. ಆಸಕ್ತರು ಕಛೇರಿಯ ವೇಳೆಯಲ್ಲಿ ಸಹಾಯಕ ನಿರ್ದೇಶಕರ ಕಛೇರಿ, ಪ್ರವಾಸೋದ್ಯಮ ಇಲಾಖೆ, 2ನೇ ಮಹಡಿ, ಜಿಲ್ಲಾಡಳಿತ ಭವನ, ಹೊಸಪೇಟೆ ರಸ್ತೆ, ಕೊಪ್ಪಳ ಇಲ್ಲಿಂದ ಅರ್ಜಿಯನ್ನು ಉಚಿತವಾಗಿ ಪಡೆದು ಏಪ್ರಿಲ್ 5 ರೊಳಗಾಗಿ ಅರ್ಜಿ ಸಲ್ಲಿಸಬೇಕು. ಹೆಚ್ಚಿನ ಮಾಹಿತಿಗಾಗಿ ಕಛೇರಿ ಭೇಟಿ ನೀಡಬಹುದು ಅಥವಾ ದೂರವಾಣಿ ಸಂಖ್ಯೆ: 08539-225566 ಗೆ ಸಂಪರ್ಕಿಸಬಹುದಾಗಿದೆ ಎಂದು ಪ್ರವಾಸೋದ್ಯಮ ಇಲಾಖೆ ಸಹಾಯಕ ನಿರ್ದೇಶಕರು ಪ್ರಕಟಣೆಯಲ್ಲಿ ತಿಳಿಸಿದ್ದಾರೆ.: [295, 1191, 566, 1601]
article-body-left: ಕೊಪ್ಪಳ : ವಾಹನಗಳ ನೋಂದಣಿ ಹಾಗೂ ಚಾಲನಾ ಅನುಜ್ಞಾ ಪತ್ರಗಳ ನೀಡಿಕೆ ಕುರಿತಂತೆ ಕೊಪ್ಪಳ ಪ್ರಾದೇಶಿಕ ಸಾರಿಗೆ ಇಲಾಖೆಯಿಂದ ಗಂಗಾವತಿಯ ಎಪಿಎಂಸಿ ಆವರಣದಲ್ಲಿ ಬುಧವಾರದಂದು ಮಾಸಿಕ ಕ್ಯಾಂಪ್ ಜರುಗಿತು. ಕೊಪ್ಪಳ ಪ್ರಾದೇಶಿಕ ಸಾರಿಗೆ ಕಚೇರಿಯ ಮೋಟಾರು ವಾಹನ ನಿರೀಕ್ಷಕರುಗಳು ಅರ್ಹತಾ ಪತ್ರ ಹಾಗೂ ತೆರಿಗೆ ಪಾವತಿಸದೇ ಇರುವಂತಹ ಶಾಲಾ ವಾಹನಗಳ ವಿರುದ್ಧ ವಿಶೇಷ ಪ್ರವರ್ತನ ಚಟುವಟಿಕೆ ಕಾರ್ಯಗಳನ್ನು ನಡೆಸಿ, ಗಂಗಾವತಿ ಮತ್ತು ಕಾರಟಗಿ ತಾಲೂಕುಗಳು ಸೇರಿದಂತೆ ಒಟ್ಟು 33 ಶಾಲೆಗಳಿಗೆ ತೆರಳಿ, ಅರ್ಹತಾ ಪತ್ರ ನವೀಕರಣ (ಎಫ್.ಸಿ) ಮುಗಿದಿರುವ ವಾಹನಗಳಿಗೆ ಸಂಬಂಧಿಸಿದಂತೆ 111 ಅರ್ಹತಾ ಪತ್ರ (ಎಫ್.ಸಿ) ನೋಟೀಸ್‍ಗಳನ್ನು ಹಾಗೂ ತೆರಿಗೆ ಪಾವತಿ (ಟ್ಯಾಕ್ಸ್) ಮುಗಿದಿರುವ ವಾಹನಗಳಿಗೆ ಸಂಬಂಧಿಸಿದಂತೆ 87 ತೆರಿಗೆ ತಗಾದೆ ನೋಟೀಸ್‍ಗಳನ್ನು ಜಾರಿಗೊಳಿಸಿ ಒಟ್ಟು 198 ವಾಹನಗಳ ಶಾಲಾ ಸಂಸ್ಥೆಯ ಮುಖ್ಯಸ್ಥರಿಂದ ಸ್ವೀಕೃತಿಯನ್ನು ಪಡೆಯಲಾಗಿದೆ. ಕೊಪ್ಪಳ ಪ್ರಾದೇಶಿಕ ಸಾರಿಗೆ ಅಧಿಕಾರಿ ಕೆ.ದಾಮೋದರ್ ಅವರ ನೇತೃತ್ವದಲ್ಲಿ ಬುಧವಾರ ನಡೆದ ಗಂಗಾವತಿ ಕ್ಯಾಂಪ್‍ನಲ್ಲಿ 16 ಶಾಲಾ ವಾಹನಗಳ ಅರ್ಹತಾ ಪತ್ರಗಳನ್ನು ಕಚೇರಿಯ ಪ್ರವರ್ತನ ಸಿಬ್ಬಂದಿಯವರಾದ ಹಿರಿಯ: [579, 190, 889, 547]
article-body: ಕೊಪ್ಪಳ: ಹಿಂದುಳಿದ ವರ್ಗಗಳ ಕಲ್ಯಾಣ, ಕನ್ನಡ ಮತ್ತು ಸಂಸ್ಕೃತಿ ಹಾಗೂ ಕೊಪ್ಪಳ ಜಿಲ್ಲಾ ಉಸ್ತುವಾರಿ ಸಚಿವರಾದ ಶಿವರಾಜ ಎಸ್ ತಂಗಡಗಿ ಅವರು ಮಾರ್ಚ್ 28 ಮತ್ತು 29 ರಂದು ಕೊಪ್ಪಳ ಜಿಲ್ಲೆಯಲ್ಲಿ ಪ್ರವಾಸ ಕಾರ್ಯಕ್ರಮವನ್ನು ಹಮ್ಮಿಕೊಂಡಿದ್ದಾರೆ. ಸಚಿವರು ಮಾ. 28 ರಂದು ಕನಕಗಿರಿ ವಿಧಾನಸಭಾ ಕ್ಷೇತ್ರದ ಬೇವಿನಹಾಳ, ಚಿಕ್ಕಮಾದಿನಾಳ ಹಾಗೂ ಮಲ್ಲಾಪೂರ ಗ್ರಾಮ ಪಂಚಾಯತಿಗಳ ವ್ಯಾಪ್ತಿಯಲ್ಲಿ ಬರುವ ಗ್ರಾಮಗಳಲ್ಲಿನ ವಿವಿಧ ಅಭಿವೃದ್ಧಿ ಕಾಮಗಾರಿಗಳ ಶಂಕು ಸ್ಥಾಪನೆ ಕಾರ್ಯಕ್ರಮಗಳಲ್ಲಿ ಪಾಲ್ಗೊಳ್ಳುವರು. ನಂತರ ಅಂದು ಕಾರಟಗಿಯಲ್ಲಿ ವಾಸ್ತವ್ಯ ಮಾಡುವರು. ಮಾ. 29 ರಂದು ಮಧ್ಯಾಹ್ನ 12.30 ಗಂಟೆಗೆ ಕಾರಟಗಿ ತಹಶೀಲ್ದಾರ್ ಕಛೇರಿಯಲ್ಲಿ ಕಾರಟಗಿ ತಾಲ್ಲೂಕಿನ ಬಗರ್ ಹುಕುಂ ಸಮಿತಿಯ ಸಭೆಯಲ್ಲಿ ಅಧಿಕಾರಿಗಳೊಂದಿಗೆ ಪಾಲ್ಗೊಳ್ಳುವರು. ನಂತರ ಸ್ಥಳೀಯ ಕಾರ್ಯಕ್ರಮಗಳಲ್ಲಿ ಭಾಗವಹಿಸಿ, ಕನಕಗಿರಿ ವಿಧಾನಸಭಾ ಕ್ಷೇತ್ರದ ಸಾರ್ವಜನಿಕರ ಭೇಟಿ ಮತ್ತು ಕುಂದುಕೊರತೆಗಳ ವಿಚಾರಣೆ ಮಾಡುವರು. ಬಳಿಕ ಅಂದು ಕಾರಟಗಿಯಲ್ಲಿ ವಾಸ್ತವ್ಯ ಮಾಡುವರು.: [579, 1006, 913, 1299]
